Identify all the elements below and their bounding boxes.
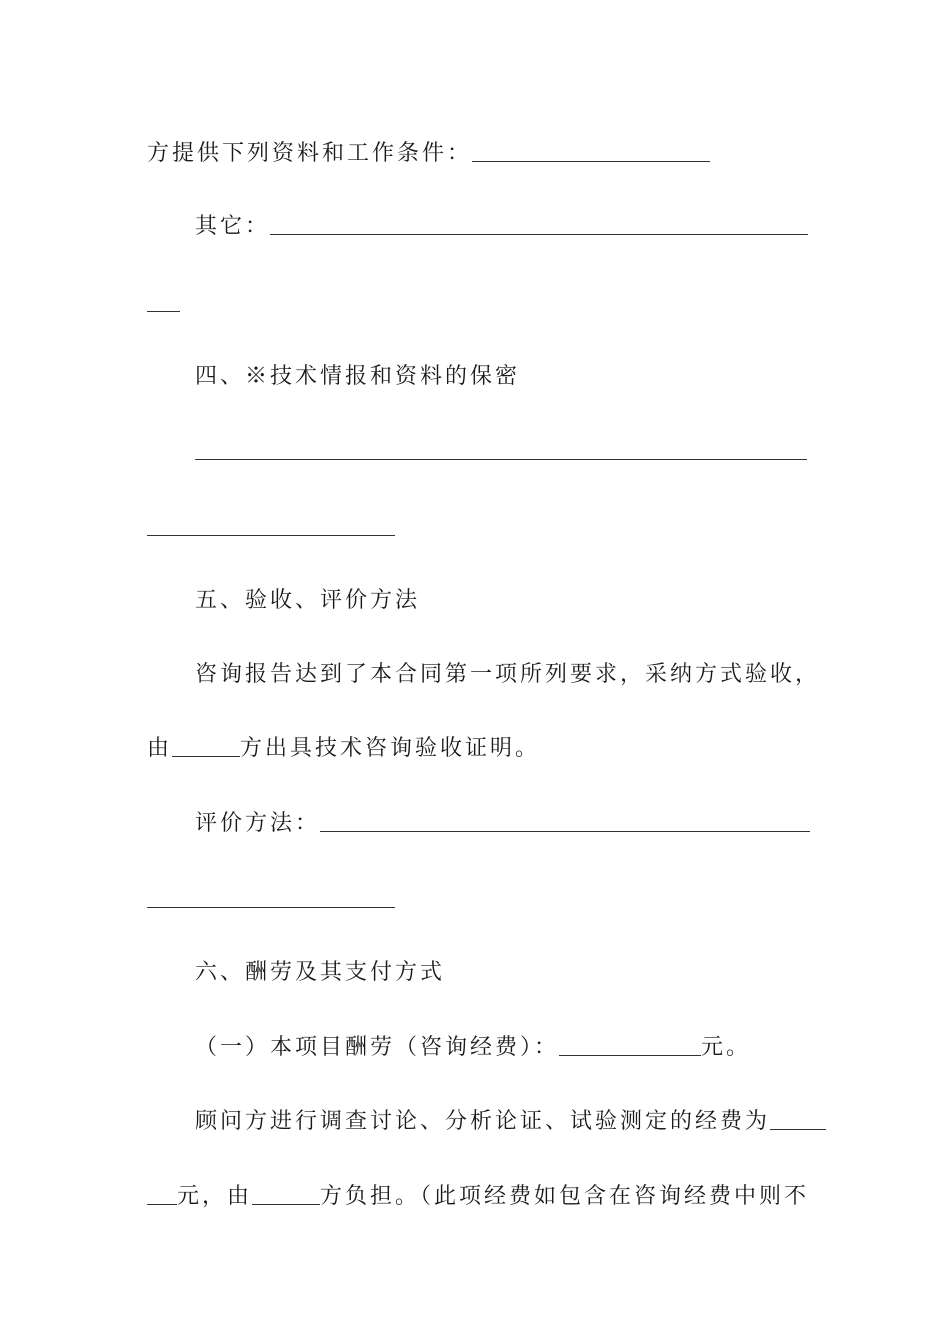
consulting-fee-label: （一）本项目酬劳（咨询经费）： [195,1035,560,1060]
section-six-title: 六、酬劳及其支付方式 [195,960,446,985]
provide-materials-line [0,134,950,174]
acceptance-certificate-line [0,729,950,769]
consulting-fee-line [0,1028,950,1068]
consulting-fee-blank[interactable] [559,1029,701,1056]
section-six-heading [0,953,950,993]
section-four-title: 四、※技术情报和资料的保密 [195,364,521,389]
other-line [0,207,950,247]
other-blank-continuation[interactable] [147,311,180,312]
certifying-party-blank[interactable] [172,730,240,757]
research-expense-blank-continuation[interactable] [147,1178,177,1205]
section-five-heading [0,581,950,621]
research-expense-line [0,1102,950,1142]
provide-materials-text: 方提供下列资料和工作条件： [147,141,473,166]
confidentiality-blank[interactable] [195,459,807,460]
confidentiality-blank-continuation[interactable] [147,535,395,536]
evaluation-method-blank-continuation[interactable] [147,907,395,908]
acceptance-paragraph-line [0,655,950,695]
expense-bearer-blank[interactable] [252,1178,320,1205]
expense-bearer-text: 方负担。（此项经费如包含在咨询经费中则不 [320,1184,810,1209]
acceptance-text: 咨询报告达到了本合同第一项所列要求，采纳方式验收， [195,662,821,687]
expense-bearer-line [0,1177,950,1217]
evaluation-method-blank[interactable] [320,805,810,832]
research-expense-blank[interactable] [770,1103,826,1130]
evaluation-method-label: 评价方法： [195,811,321,836]
evaluation-method-line [0,804,950,844]
section-five-title: 五、验收、评价方法 [195,588,421,613]
research-expense-text: 顾问方进行调查讨论、分析论证、试验测定的经费为 [195,1109,771,1134]
acceptance-by-text: 由 [147,736,173,761]
acceptance-certificate-text: 方出具技术咨询验收证明。 [240,736,541,761]
consulting-fee-unit: 元。 [701,1035,752,1060]
other-label: 其它： [195,214,271,239]
expense-unit-text: 元，由 [177,1184,253,1209]
provide-materials-blank[interactable] [472,135,710,162]
section-four-heading [0,357,950,397]
other-blank[interactable] [270,208,808,235]
